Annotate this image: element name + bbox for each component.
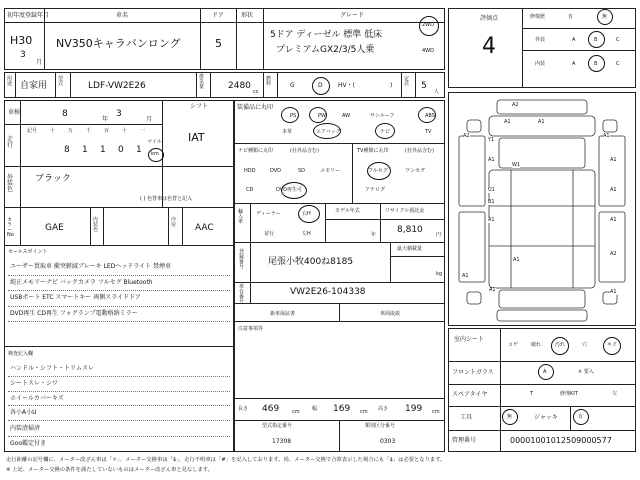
- ac-value: AAC: [195, 223, 214, 233]
- navi-item: DVD再生可: [276, 187, 303, 193]
- recycle-label: リサイクル預託金: [385, 208, 425, 214]
- recycle-unit: 円: [436, 232, 442, 238]
- equipment-item: AW: [342, 113, 351, 119]
- diagram-mark: A1: [462, 273, 469, 279]
- diagram-mark: A1: [610, 289, 617, 295]
- footer-line-1: 走行距離の記号欄に、メーター改ざん車は「＊」、メーター交換車は「$」、走行不明車は「#」を記入しております。尚、メーター交換で合算表示した場合にも「$」は必要となります。: [6, 457, 446, 463]
- length-value: 469: [262, 404, 280, 414]
- diagram-mark: A1: [513, 257, 520, 263]
- tv-item-2: ワンセグ: [405, 168, 426, 174]
- glass-label: フロントガラス: [452, 369, 494, 376]
- ext-opt-c: C: [616, 37, 620, 43]
- cap-unit: 人: [434, 89, 440, 95]
- import-dealer: ディーラー: [256, 211, 281, 217]
- equipment-item: サンルーフ: [370, 113, 395, 119]
- tv-item-3: アナログ: [365, 187, 386, 193]
- equipment-item: エアバック: [316, 129, 341, 135]
- diagram-mark: A1: [538, 119, 545, 125]
- mileage-label: 走行: [7, 136, 14, 149]
- door-label: ドア: [212, 12, 224, 19]
- check-line-4: 各小A小U: [10, 409, 37, 416]
- reg-era-year: H30: [10, 34, 33, 47]
- tv-note: (社外品含む): [405, 148, 434, 154]
- repair-label: 修復歴: [530, 14, 546, 20]
- notes-label: 注意事項等: [238, 326, 264, 332]
- exterior-value: ブラック: [35, 174, 71, 184]
- diagram-mark: Y1: [488, 137, 495, 143]
- model-year-label: モデル年式: [335, 208, 360, 214]
- diagram-mark: A2: [610, 251, 617, 257]
- load-unit: kg: [436, 271, 443, 277]
- inspect-month: 3: [116, 109, 122, 119]
- cap-value: 5: [421, 81, 427, 91]
- reg-month-unit: 月: [36, 59, 43, 66]
- tv-item-1: フルセグ: [368, 168, 388, 174]
- car-diagram: [455, 96, 630, 324]
- ext-opt-a: A: [572, 37, 576, 43]
- height-value: 199: [405, 404, 423, 414]
- exterior-label: 外装色: [7, 174, 14, 193]
- type-no-value: 17308: [272, 438, 292, 445]
- chassis-label: 車台番号: [239, 284, 245, 305]
- mile-label: マイル: [147, 139, 162, 145]
- width-label: 幅: [312, 406, 318, 412]
- recycle-value: 8,810: [397, 225, 423, 235]
- check-line-5: 内装清掃済: [10, 425, 41, 432]
- mileage-unit-label: 十: [50, 128, 56, 134]
- mileage-unit-label: 一: [140, 128, 146, 134]
- plate-value: 尾張小牧400ね8185: [268, 257, 354, 267]
- admin-label: 管理番号: [452, 437, 477, 444]
- navi-item: DVD: [270, 168, 282, 174]
- equipment-item: PS: [290, 113, 297, 119]
- reg-month: 3: [20, 50, 26, 60]
- diagram-mark: A1: [610, 217, 617, 223]
- reg-year-label: 初年度登録年月: [7, 12, 50, 19]
- jack-value: 有: [578, 414, 584, 420]
- ext-opt-b: B: [594, 37, 598, 43]
- mileage-unit-label: 百: [104, 128, 110, 134]
- seat-item: コゲ: [508, 342, 519, 348]
- color-no-value: GAE: [45, 223, 64, 233]
- int-opt-a: A: [572, 61, 576, 67]
- glass-opt-a: A: [543, 369, 547, 375]
- fuel-close: ): [390, 82, 393, 89]
- equipment-item: ABS: [425, 113, 435, 119]
- int-opt-b: B: [594, 61, 598, 67]
- diagram-mark: A2: [463, 133, 470, 139]
- check-line-2: シートスレ・シワ: [10, 380, 58, 387]
- repair-opt-yes: 有: [568, 14, 574, 20]
- carname-label: 車名: [116, 12, 129, 19]
- diagram-mark: A1: [603, 133, 610, 139]
- navi-item: メモリー: [320, 168, 341, 174]
- diagram-mark: A1: [488, 217, 495, 223]
- grade-line2: プレミアムGX2/3/5人乗: [276, 45, 375, 55]
- import-left: 左H: [302, 231, 311, 237]
- int-label: 内装: [535, 61, 546, 67]
- tools-value: 無: [507, 414, 513, 420]
- mileage-digit: 1: [136, 145, 142, 155]
- tv-label: TV種類に丸印: [357, 148, 389, 154]
- disp-label: 排気量: [199, 74, 205, 90]
- plate-label: 登録番号: [239, 249, 245, 270]
- equipment-item: TV: [425, 129, 432, 135]
- grade-label: グレード: [340, 12, 365, 19]
- car-doors: 5: [215, 37, 222, 50]
- sales-line-1: ユーザー買取車 衝突軽減ブレーキ LEDヘッドライト 禁煙車: [10, 263, 172, 270]
- admin-value: 00001001012509000577: [510, 436, 612, 445]
- use-label: 用途: [7, 76, 13, 87]
- equipment-label: 装備品に丸印: [237, 104, 274, 111]
- mileage-digit: 0: [118, 145, 124, 155]
- import-right: 右H: [302, 211, 311, 217]
- tools-label: 工具: [460, 414, 473, 421]
- grade-eval-value: 4: [482, 34, 496, 59]
- type-no-label: 型式指定番号: [262, 423, 293, 429]
- sales-line-2: 純正メモリーナビ バックカメラ フルセグ Bluetooth: [10, 279, 153, 286]
- navi-dvd-play-circle: [281, 182, 307, 199]
- spare-opt-kit: 修理KIT: [560, 391, 578, 397]
- check-line-1: ハンドル・シフト・トリムスレ: [10, 365, 95, 372]
- class-no-label: 類別区分番号: [365, 423, 396, 429]
- navi-note: (社外品含む): [290, 148, 319, 154]
- km-label: km: [151, 151, 159, 157]
- height-label: 高さ: [378, 406, 389, 412]
- seat-item: キズ: [607, 342, 617, 348]
- equipment-item: PW: [318, 113, 326, 119]
- sales-label: セールスポイント: [8, 249, 48, 255]
- import-label: 輸入車: [238, 209, 244, 225]
- spare-label: スペアタイヤ: [452, 391, 488, 398]
- equipment-item: ナビ: [380, 129, 391, 135]
- interior-label: 内装色: [93, 217, 99, 233]
- mileage-unit-label: 万: [68, 128, 74, 134]
- diagram-mark: W1: [512, 162, 521, 168]
- warranty-manual: 車両取説: [380, 311, 401, 317]
- shape-label: 形状: [241, 12, 254, 19]
- jack-label: ジャッキ: [534, 414, 558, 421]
- width-unit: cm: [360, 409, 368, 415]
- navi-label: ナビ種類に丸印: [238, 148, 274, 154]
- length-unit: cm: [292, 409, 300, 415]
- class-no-value: 0303: [380, 438, 396, 445]
- diagram-mark: A1: [504, 119, 511, 125]
- sales-line-4: DVD再生 CD再生 フォグランプ電動格納ミラー: [10, 310, 138, 317]
- height-unit: cm: [432, 409, 440, 415]
- navi-item: SD: [298, 168, 306, 174]
- model-value: LDF-VW2E26: [88, 81, 146, 91]
- grade-line1: 5ドア ディーゼル 標準 低床: [270, 30, 383, 40]
- mileage-digit: 1: [100, 145, 106, 155]
- spare-opt-none: 欠: [612, 391, 618, 397]
- inspect-year-unit: 年: [102, 116, 109, 123]
- disp-value: 2480: [228, 81, 251, 91]
- diagram-mark: A1: [489, 287, 496, 293]
- drive-2wd: 2WD: [422, 22, 434, 28]
- fuel-g: G: [290, 82, 295, 89]
- diagram-mark: A1: [488, 157, 495, 163]
- model-label: 型式: [58, 76, 64, 87]
- import-parallel: 並行: [264, 231, 275, 237]
- fuel-d: D: [318, 82, 323, 89]
- check-line-3: ホイールカバーキズ: [10, 395, 64, 402]
- mileage-digits-label: 記号: [27, 128, 38, 134]
- shift-label: シフト: [190, 103, 209, 110]
- glass-opt-x: × 要入: [578, 369, 594, 375]
- inspect-label: 車検: [8, 109, 21, 116]
- mileage-digit: 8: [64, 145, 70, 155]
- model-year-unit: 年: [371, 232, 377, 238]
- navi-item: HDD: [244, 168, 256, 174]
- fuel-label: 燃料: [266, 76, 272, 87]
- length-label: 長さ: [238, 406, 249, 412]
- sales-line-3: USBポート ETC スマートキー 両側スライドドア: [10, 294, 141, 301]
- shift-value: IAT: [188, 131, 205, 144]
- diagram-mark: A1: [610, 187, 617, 193]
- ext-label: 外装: [535, 37, 546, 43]
- seat-item: 汚れ: [555, 342, 566, 348]
- color-no-label: カラーNo: [7, 217, 14, 238]
- cap-label: 定員: [404, 76, 410, 87]
- footer-line-2: ※ 上記、メーター交換の条件を満たしていないものはメーター改ざん車と見なします。: [6, 467, 213, 473]
- equipment-item: 本革: [282, 129, 293, 135]
- check-line-6: Goo鑑定付き: [10, 440, 46, 447]
- exterior-note: ( ) 色替車は色替と記入: [140, 196, 193, 202]
- disp-unit: cc: [253, 89, 259, 95]
- seat-item: 穴: [582, 342, 588, 348]
- diagram-mark: B1: [488, 199, 495, 205]
- seats-label: 室内シート: [454, 336, 485, 343]
- check-label: 検査記入欄: [8, 351, 34, 357]
- car-name: NV350キャラバンロング: [56, 37, 181, 50]
- chassis-value: VW2E26-104338: [290, 287, 366, 297]
- ac-label: 冷房: [171, 217, 177, 228]
- inspect-month-unit: 月: [146, 116, 153, 123]
- use-value: 自家用: [20, 81, 48, 91]
- spare-opt-t: T: [530, 391, 534, 397]
- width-value: 169: [333, 404, 351, 414]
- warranty-new: 新車保証書: [270, 311, 296, 317]
- diagram-mark: A2: [512, 102, 519, 108]
- mileage-unit-label: 千: [86, 128, 92, 134]
- fuel-hv: HV・(: [338, 82, 355, 89]
- diagram-mark: U1: [488, 187, 495, 193]
- grade-eval-label: 評価点: [480, 15, 499, 22]
- seat-item: 破れ: [531, 342, 542, 348]
- navi-item: CD: [246, 187, 254, 193]
- load-label: 最大積載量: [397, 246, 423, 252]
- inspect-year: 8: [62, 109, 68, 119]
- mileage-unit-label: 十: [122, 128, 128, 134]
- mileage-digit: 1: [82, 145, 88, 155]
- int-opt-c: C: [616, 61, 620, 67]
- drive-4wd: 4WD: [422, 48, 434, 54]
- repair-opt-no: 無: [602, 14, 608, 20]
- diagram-mark: A1: [610, 157, 617, 163]
